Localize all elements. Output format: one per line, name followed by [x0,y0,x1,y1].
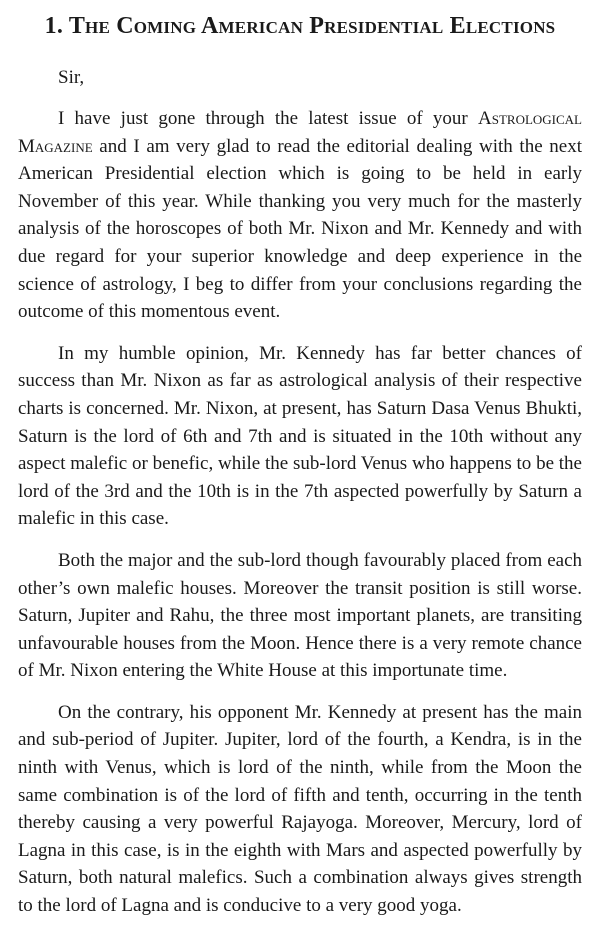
chapter-heading: 1. The Coming American Presidential Elections [44,13,556,39]
magazine-title: Astrological Magazine [18,108,582,157]
paragraph-1 [18,105,582,326]
paragraph-4: On the contrary, his opponent Mr. Kennedy at present has the main and sub-period of Jupiter. Jupiter, lord of the fourth, a Kendra, is in the ninth with Venus, which is lord of the ninth, while from the Moon the same combination is of the lord of fifth and tenth, occurring in the tenth thereby causing a very powerful Rajayoga. Moreover, Mercury, lord of Lagna in this case, is in the eighth with Mars and aspected powerfully by Saturn, both natural malefics. Such a combination always gives strength to the lord of Lagna and is conducive to a very good yoga. [18,701,582,917]
letter-salutation: Sir, [58,67,85,88]
paragraph-1-text-before: I have just gone through the latest issue of your [58,108,478,129]
paragraph-3: Both the major and the sub-lord though favourably placed from each other’s own malefic houses. Moreover the transit position is still worse. Saturn, Jupiter and Rahu, the three most important planets, are transiting unfavourable houses from the Moon. Hence there is a very remote chance of Mr. Nixon entering the White House at this importunate time. [18,549,582,682]
paragraph-2: In my humble opinion, Mr. Kennedy has far better chances of success than Mr. Nixon as far as astrological analysis of their respective charts is concerned. Mr. Nixon, at present, has Saturn Dasa Venus Bhukti, Saturn is the lord of 6th and 7th and is situated in the 10th without any aspect malefic or benefic, while the sub-lord Venus who happens to be the lord of the 3rd and the 10th is in the 7th aspected powerfully by Saturn a malefic in this case. [18,342,582,530]
document-page [18,10,582,934]
paragraph-1-text-after: and I am very glad to read the editorial dealing with the next American Presidential election which is going to be held in early November of this year. While thanking you very much for the masterly analysis of the horoscopes of both Mr. Nixon and Mr. Kennedy and with due regard for your superior knowledge and deep experience in the science of astrology, I beg to differ from your conclusions regarding the outcome of this momentous event. [18,135,582,323]
